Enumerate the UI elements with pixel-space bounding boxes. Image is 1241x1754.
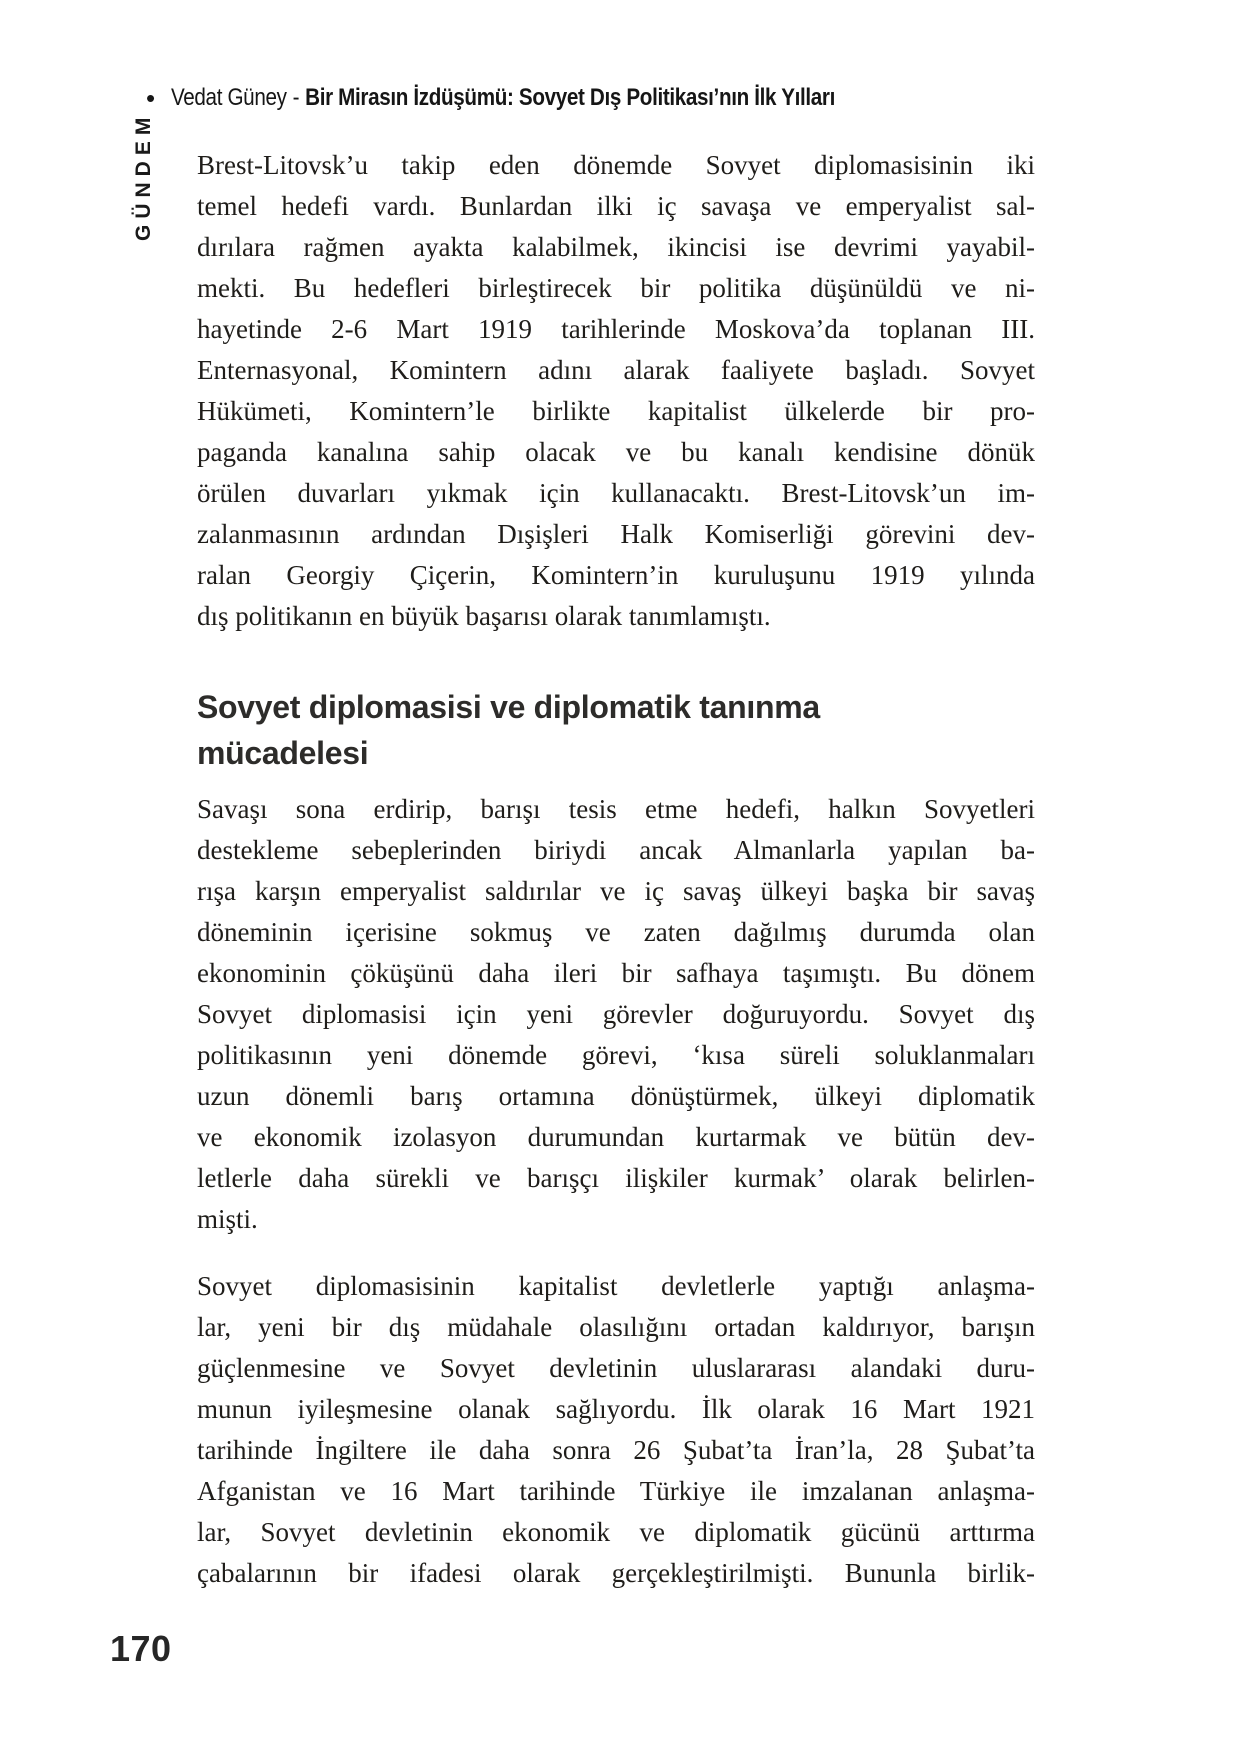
heading-line: mücadelesi	[197, 735, 369, 771]
text-line: tarihinde İngiltere ile daha sonra 26 Şubat’ta İran’la, 28 Şubat’ta	[197, 1435, 1035, 1465]
text-line: ralan Georgiy Çiçerin, Komintern’in kuruluşunu 1919 yılında	[197, 560, 1035, 590]
paragraph-3	[197, 1266, 1035, 1594]
text-line: zalanmasının ardından Dışişleri Halk Komiserliği görevini dev-	[197, 519, 1035, 549]
text-line: munun iyileşmesine olanak sağlıyordu. İlk olarak 16 Mart 1921	[197, 1394, 1035, 1424]
article-title: Bir Mirasın İzdüşümü: Sovyet Dış Politikası’nın İlk Yılları	[305, 84, 836, 111]
author-name: Vedat Güney	[171, 84, 287, 111]
section-heading	[197, 684, 1035, 776]
text-line: Afganistan ve 16 Mart tarihinde Türkiye ile imzalanan anlaşma-	[197, 1476, 1035, 1506]
text-line: döneminin içerisine sokmuş ve zaten dağılmış durumda olan	[197, 917, 1035, 947]
paragraph-1	[197, 145, 1035, 637]
text-line: güçlenmesine ve Sovyet devletinin uluslararası alandaki duru-	[197, 1353, 1035, 1383]
text-line: Hükümeti, Komintern’le birlikte kapitalist ülkelerde bir pro-	[197, 396, 1035, 426]
running-header	[146, 84, 943, 112]
page-number: 170	[110, 1628, 172, 1669]
text-line: mişti.	[197, 1204, 258, 1234]
text-line: temel hedefi vardı. Bunlardan ilki iç savaşa ve emperyalist sal-	[197, 191, 1035, 221]
text-line: lar, yeni bir dış müdahale olasılığını ortadan kaldırıyor, barışın	[197, 1312, 1035, 1342]
text-line: paganda kanalına sahip olacak ve bu kanalı kendisine dönük	[197, 437, 1035, 467]
text-line: letlerle daha sürekli ve barışçı ilişkiler kurmak’ olarak belirlen-	[197, 1163, 1035, 1193]
text-line: destekleme sebeplerinden biriydi ancak Almanlarla yapılan ba-	[197, 835, 1035, 865]
text-line: dış politikanın en büyük başarısı olarak tanımlamıştı.	[197, 601, 771, 631]
text-line: Sovyet diplomasisi için yeni görevler doğuruyordu. Sovyet dış	[197, 999, 1035, 1029]
text-line: lar, Sovyet devletinin ekonomik ve diplomatik gücünü arttırma	[197, 1517, 1035, 1547]
text-line: hayetinde 2-6 Mart 1919 tarihlerinde Moskova’da toplanan III.	[197, 314, 1035, 344]
text-line: çabalarının bir ifadesi olarak gerçekleştirilmişti. Bununla birlik-	[197, 1558, 1035, 1588]
heading-line: Sovyet diplomasisi ve diplomatik tanınma	[197, 689, 820, 725]
text-line: Savaşı sona erdirip, barışı tesis etme hedefi, halkın Sovyetleri	[197, 794, 1035, 824]
text-line: ve ekonomik izolasyon durumundan kurtarmak ve bütün dev-	[197, 1122, 1035, 1152]
text-line: rışa karşın emperyalist saldırılar ve iç savaş ülkeyi başka bir savaş	[197, 876, 1035, 906]
running-header-text	[171, 84, 835, 112]
text-line: ekonominin çöküşünü daha ileri bir safhaya taşımıştı. Bu dönem	[197, 958, 1035, 988]
text-line: uzun dönemli barış ortamına dönüştürmek, ülkeyi diplomatik	[197, 1081, 1035, 1111]
text-line: örülen duvarları yıkmak için kullanacaktı. Brest-Litovsk’un im-	[197, 478, 1035, 508]
header-separator: -	[292, 84, 300, 111]
text-line: mekti. Bu hedefleri birleştirecek bir politika düşünüldü ve ni-	[197, 273, 1035, 303]
text-line: dırılara rağmen ayakta kalabilmek, ikincisi ise devrimi yayabil-	[197, 232, 1035, 262]
section-label-vertical: GÜNDEM	[132, 111, 155, 241]
text-line: Brest-Litovsk’u takip eden dönemde Sovyet diplomasisinin iki	[197, 150, 1035, 180]
paragraph-2	[197, 789, 1035, 1240]
bullet-icon: •	[146, 83, 156, 113]
text-line: Sovyet diplomasisinin kapitalist devletlerle yaptığı anlaşma-	[197, 1271, 1035, 1301]
text-line: politikasının yeni dönemde görevi, ‘kısa süreli soluklanmaları	[197, 1040, 1035, 1070]
text-line: Enternasyonal, Komintern adını alarak faaliyete başladı. Sovyet	[197, 355, 1035, 385]
